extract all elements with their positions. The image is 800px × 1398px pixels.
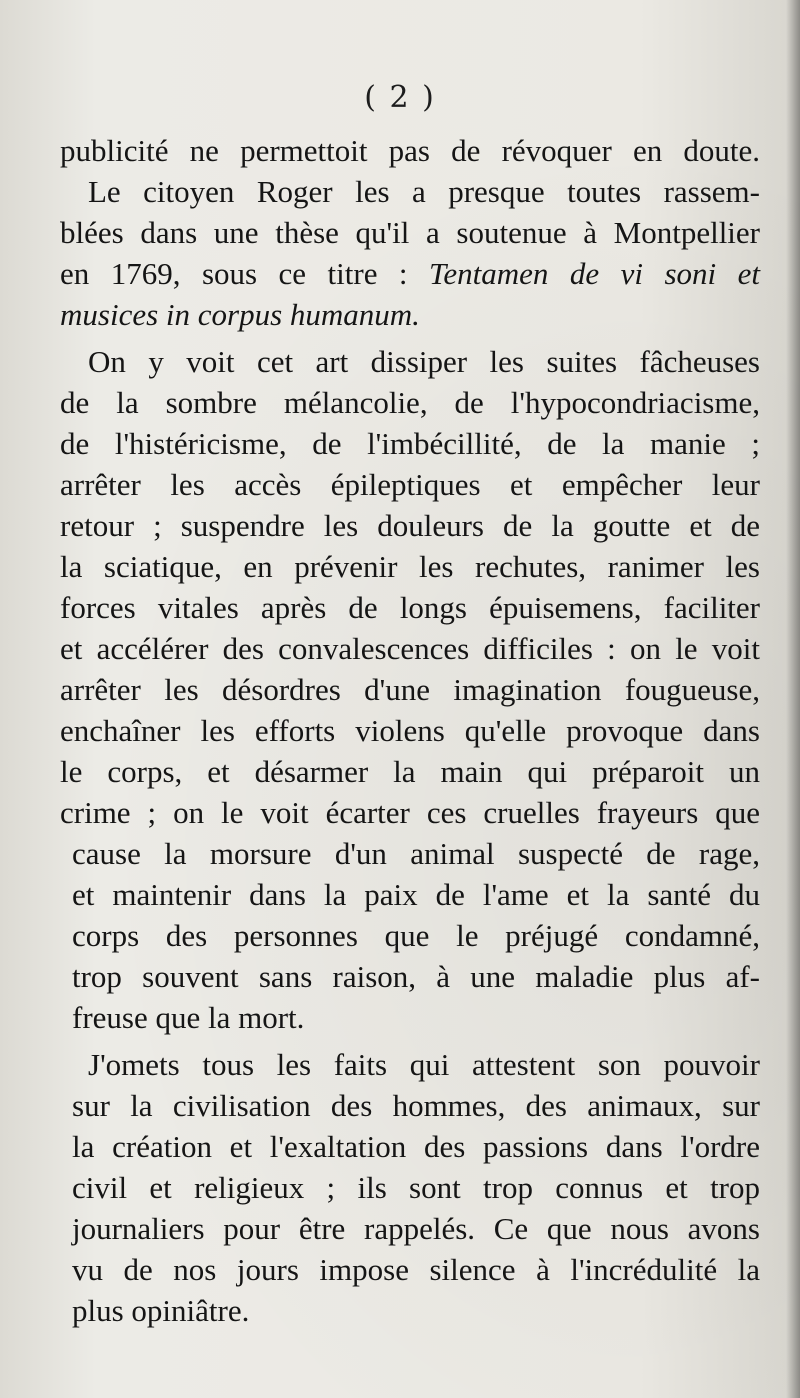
text-line: enchaîner les efforts violens qu'elle provoque dans xyxy=(60,713,760,748)
text-line: On y voit cet art dissiper les suites fâcheuses xyxy=(88,344,760,379)
text-line: journaliers pour être rappelés. Ce que nous avons xyxy=(72,1211,760,1246)
text-line: forces vitales après de longs épuisemens, faciliter xyxy=(60,590,760,625)
text-line: arrêter les désordres d'une imagination fougueuse, xyxy=(60,672,760,707)
text-line: de l'histéricisme, de l'imbécillité, de la manie ; xyxy=(60,426,760,461)
latin-title-part1: Tentamen de vi soni et xyxy=(429,256,760,291)
text-line: corps des personnes que le préjugé condamné, xyxy=(72,918,760,953)
page-edge-shadow xyxy=(786,0,800,1398)
text-line: de la sombre mélancolie, de l'hypocondriacisme, xyxy=(60,385,760,420)
text-line: freuse que la mort. xyxy=(72,1000,305,1035)
text-line: crime ; on le voit écarter ces cruelles frayeurs que xyxy=(60,795,760,830)
text-fragment: en 1769, sous ce titre : xyxy=(60,256,430,291)
text-line: blées dans une thèse qu'il a soutenue à Montpellier xyxy=(60,215,760,250)
text-line: le corps, et désarmer la main qui préparoit un xyxy=(60,754,760,789)
text-line: cause la morsure d'un animal suspecté de rage, xyxy=(72,836,760,871)
text-line-with-latin xyxy=(60,253,760,294)
text-line: J'omets tous les faits qui attestent son pouvoir xyxy=(88,1047,760,1082)
text-line: Le citoyen Roger les a presque toutes rassem- xyxy=(88,174,760,209)
text-line: et maintenir dans la paix de l'ame et la santé du xyxy=(72,877,760,912)
text-line: publicité ne permettoit pas de révoquer en doute. xyxy=(60,133,760,168)
page-number: ( 2 ) xyxy=(364,80,436,115)
text-line: sur la civilisation des hommes, des animaux, sur xyxy=(72,1088,760,1123)
text-line: civil et religieux ; ils sont trop connus et trop xyxy=(72,1170,760,1205)
text-line: retour ; suspendre les douleurs de la goutte et de xyxy=(60,508,760,543)
latin-title-part2: musices in corpus humanum. xyxy=(60,297,420,332)
text-line: la création et l'exaltation des passions dans l'ordre xyxy=(72,1129,760,1164)
text-line: la sciatique, en prévenir les rechutes, ranimer les xyxy=(60,549,760,584)
body-text xyxy=(60,130,760,1331)
text-line: et accélérer des convalescences difficiles : on le voit xyxy=(60,631,760,666)
text-line: vu de nos jours impose silence à l'incrédulité la xyxy=(72,1252,760,1287)
text-line: arrêter les accès épileptiques et empêcher leur xyxy=(60,467,760,502)
text-line: plus opiniâtre. xyxy=(72,1293,250,1328)
text-line: trop souvent sans raison, à une maladie plus af- xyxy=(72,959,760,994)
